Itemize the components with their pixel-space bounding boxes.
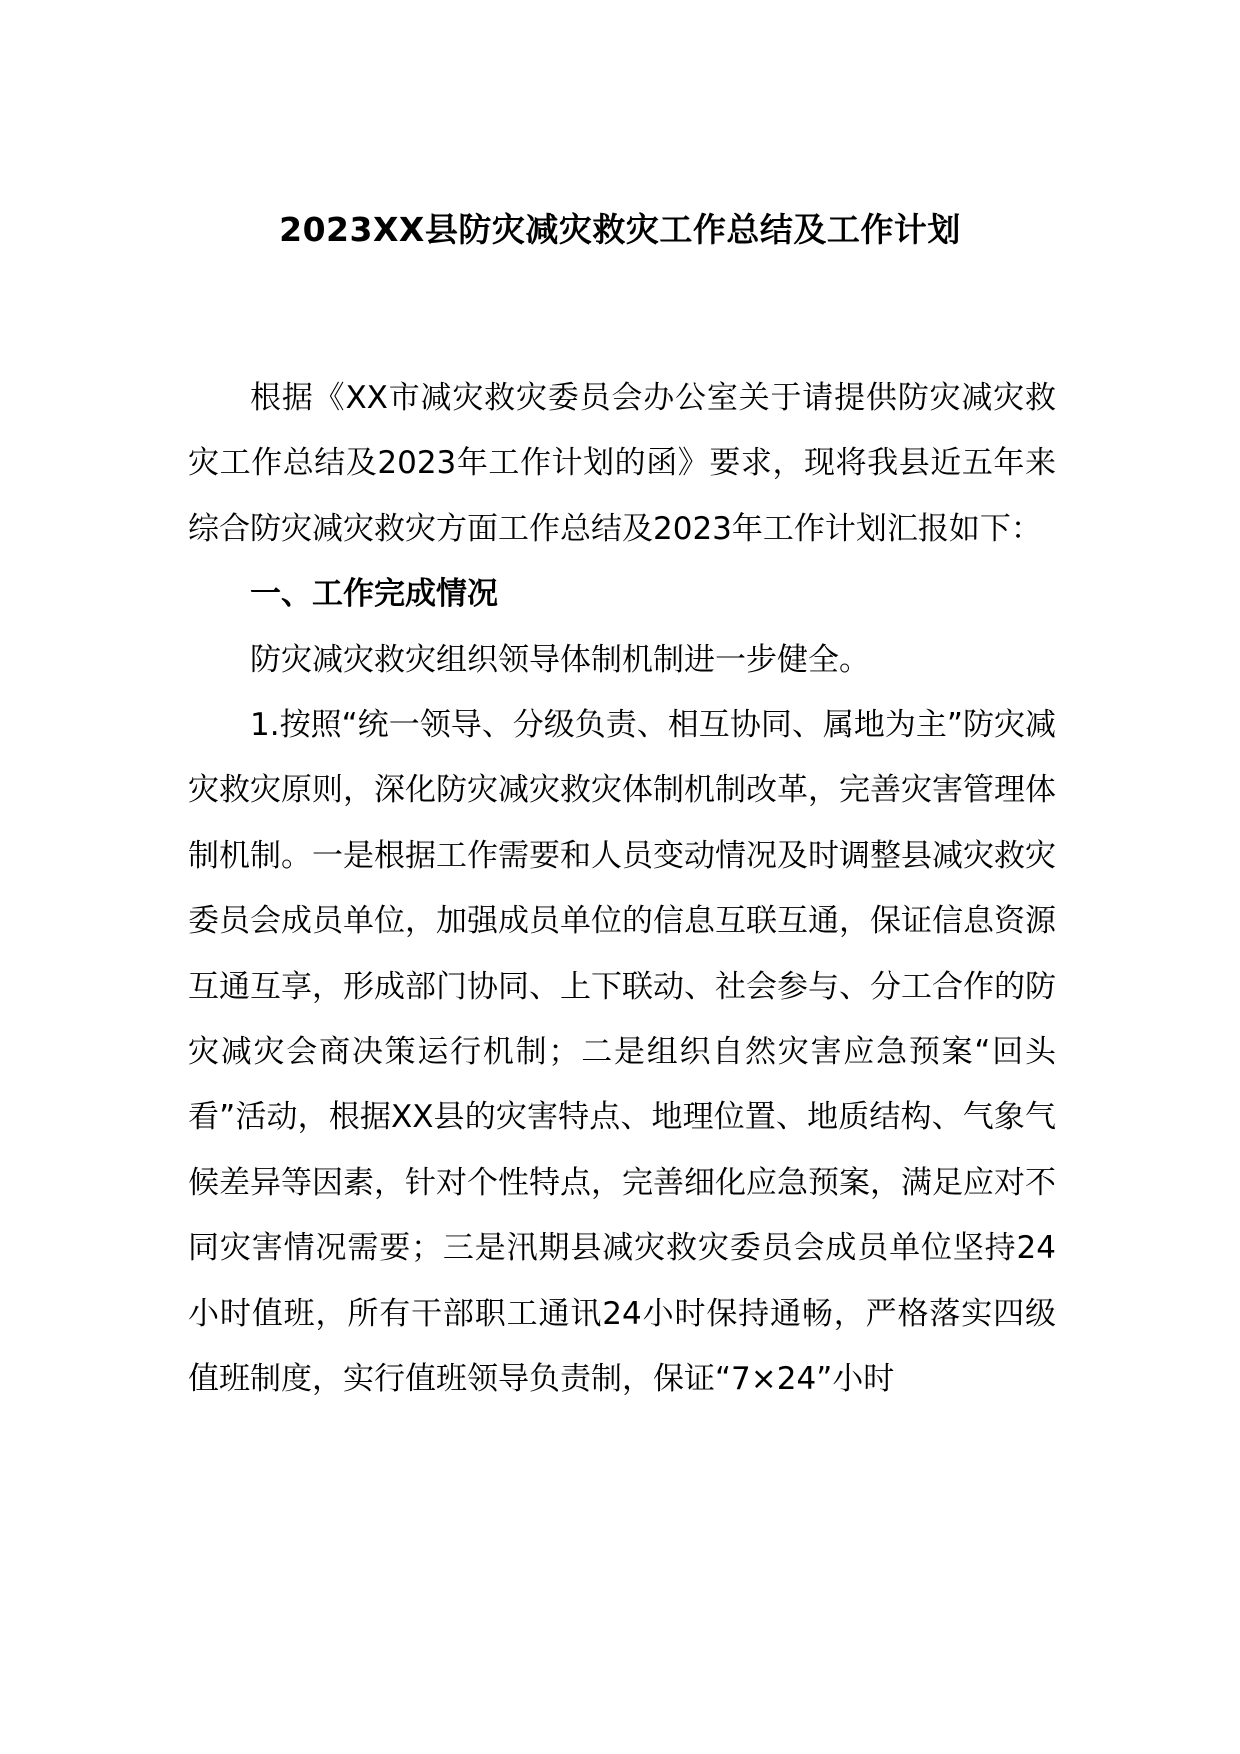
document-body	[188, 366, 1056, 1413]
subsection-paragraph: 防灾减灾救灾组织领导体制机制进一步健全。	[250, 641, 870, 678]
item-paragraph: 1.按照“统一领导、分级负责、相互协同、属地为主”防灾减灾救灾原则，深化防灾减灾救灾体制机制改革，完善灾害管理体制机制。一是根据工作需要和人员变动情况及时调整县减灾救灾委员会成员单位，加强成员单位的信息互联互通，保证信息资源互通互享，形成部门协同、上下联动、社会参与、分工合作的防灾减灾会商决策运行机制；二是组织自然灾害应急预案“回头看”活动，根据XX县的灾害特点、地理位置、地质结构、气象气候差异等因素，针对个性特点，完善细化应急预案，满足应对不同灾害情况需要；三是汛期县减灾救灾委员会成员单位坚持24小时值班，所有干部职工通讯24小时保持通畅，严格落实四级值班制度，实行值班领导负责制，保证“7×24”小时	[188, 707, 1056, 1398]
document-title: 2023XX县防灾减灾救灾工作总结及工作计划	[279, 210, 961, 249]
intro-paragraph: 根据《XX市减灾救灾委员会办公室关于请提供防灾减灾救灾工作总结及2023年工作计划的函》要求，现将我县近五年来综合防灾减灾救灾方面工作总结及2023年工作计划汇报如下：	[188, 380, 1056, 547]
section-heading: 一、工作完成情况	[250, 576, 498, 613]
